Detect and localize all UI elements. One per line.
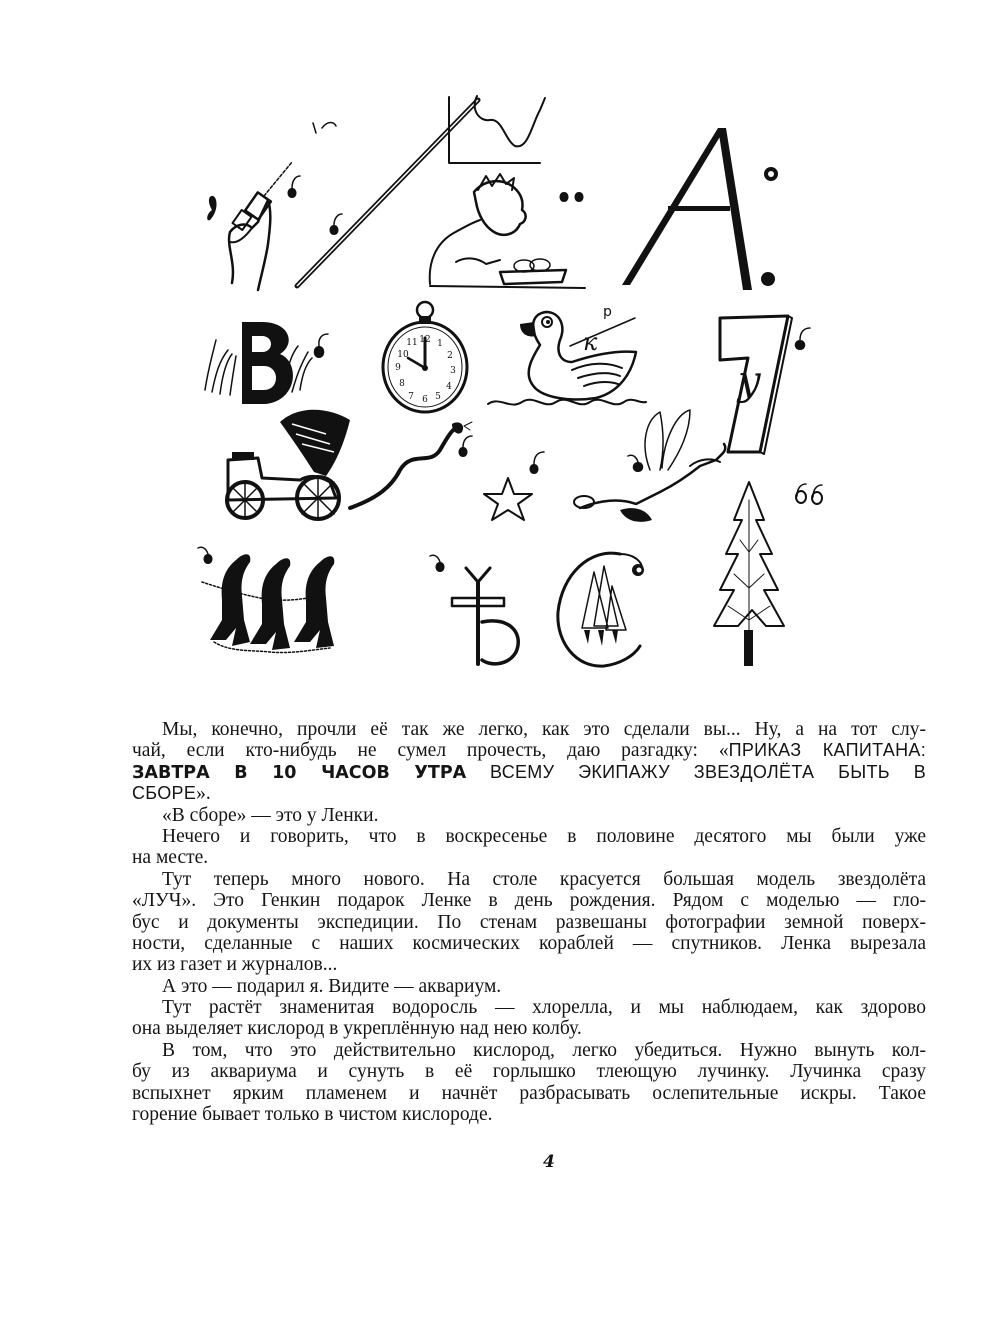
watch-dial-4: 4 — [446, 382, 452, 392]
flying-figure-icon — [574, 410, 725, 522]
text-run: Нечего и говорить, что в воскресенье в половине десятого мы были уже — [162, 825, 926, 847]
text-line-17 — [132, 1061, 926, 1082]
order-text-run: ПРИКАЗ КАПИТАНА: — [728, 740, 926, 761]
letter-v-in-grass-icon — [205, 322, 328, 404]
text-line-5 — [132, 805, 926, 826]
watch-dial-8: 8 — [399, 379, 405, 389]
pocket-watch-icon — [383, 302, 467, 412]
boy-eating-icon — [430, 174, 585, 288]
text-run: Мы, конечно, прочли её так же легко, как это сделали вы... Ну, а на тот слу- — [162, 719, 926, 740]
watch-dial-1: 1 — [437, 339, 443, 349]
text-line-11 — [132, 933, 926, 954]
watch-dial-9: 9 — [395, 363, 401, 373]
watch-dial-7: 7 — [408, 392, 414, 402]
text-line-10 — [132, 912, 926, 933]
watch-dial-12: 12 — [419, 335, 431, 345]
text-line-15 — [132, 1018, 926, 1039]
text-run: Тут теперь много нового. На столе красуется большая модель звездолёта — [162, 868, 926, 890]
text-run: бу из аквариума и сунуть в её горлышко тлеющую лучинку. Лучинка сразу — [132, 1061, 926, 1083]
watch-dial-10: 10 — [397, 350, 409, 360]
watch-dial-3: 3 — [450, 366, 456, 376]
spruce-tree-icon — [714, 482, 784, 666]
text-line-19 — [132, 1104, 926, 1125]
text-run: А это — подарил я. Видите — аквариум. — [162, 975, 502, 997]
text-run: горение бывает только в чистом кислороде. — [132, 1104, 493, 1126]
watch-dial-2: 2 — [447, 351, 453, 361]
text-run: вспыхнет ярким пламенем и начнёт разбрасывать ослепительные искры. Такое — [132, 1082, 926, 1104]
text-run: она выделяет кислород в укреплённую над нею колбу. — [132, 1018, 582, 1040]
star-icon — [484, 452, 544, 520]
text-line-14 — [132, 997, 926, 1018]
letter-a-icon — [622, 128, 778, 290]
text-line-7 — [132, 847, 926, 868]
text-run: ности, сделанные с наших космических кораблей — спутников. Ленка вырезала — [132, 932, 926, 954]
pointer-stick-icon — [297, 96, 545, 286]
text-run: бус и документы экспедиции. По стенам развешаны фотографии земной поверх- — [132, 911, 926, 933]
text-run: на месте. — [132, 847, 209, 869]
text-line-2 — [132, 740, 926, 761]
text-line-8 — [132, 869, 926, 890]
order-bold-run: ЗАВТРА В 10 ЧАСОВ УТРА — [132, 762, 467, 783]
three-chained-figures-icon — [198, 547, 334, 652]
text-run: В том, что это действительно кислород, легко убедиться. Нужно вынуть кол- — [162, 1039, 926, 1061]
text-line-9 — [132, 890, 926, 911]
text-run: их из газет и журналов... — [132, 954, 338, 976]
duck-letter-k: к — [583, 328, 598, 356]
text-line-6 — [132, 826, 926, 847]
text-run: «ЛУЧ». Это Генкин подарок Ленке в день рождения. Рядом с моделью — гло- — [132, 890, 926, 912]
text-line-18 — [132, 1083, 926, 1104]
letter-yat-icon — [430, 555, 518, 664]
letter-s-with-forest-icon — [558, 553, 644, 666]
snake-icon — [350, 422, 472, 508]
watch-dial-11: 11 — [406, 338, 418, 348]
old-car-icon — [227, 410, 350, 519]
hand-with-syringe-icon — [207, 162, 300, 290]
order-text-run: ВСЕМУ ЭКИПАЖУ ЗВЕЗДОЛЁТА БЫТЬ В — [466, 761, 927, 782]
body-text — [132, 719, 926, 1125]
text-run: Тут растёт знаменитая водоросль — хлорелла, и мы наблюдаем, как здорово — [162, 997, 926, 1019]
text-run: «В сборе» — это у Ленки. — [162, 804, 379, 826]
text-line-1 — [132, 719, 926, 740]
watch-dial-5: 5 — [435, 392, 441, 402]
duck-with-letters-icon — [488, 304, 646, 405]
text-line-12 — [132, 954, 926, 975]
watch-dial-6: 6 — [422, 395, 428, 405]
text-run: чай, если кто-нибудь не сумел прочесть, даю разгадку: « — [132, 740, 729, 762]
text-line-16 — [132, 1040, 926, 1061]
text-line-4 — [132, 783, 926, 804]
text-line-13 — [132, 976, 926, 997]
text-line-3 — [132, 762, 926, 783]
seven-inner-letter: у — [738, 358, 762, 404]
double-marks-icon — [796, 484, 822, 504]
order-text-run: СБОРЕ — [132, 783, 197, 804]
page-number: 4 — [543, 1152, 555, 1172]
number-seven-with-u-icon — [720, 316, 810, 454]
text-run: ». — [196, 783, 211, 805]
duck-letter-r: р — [603, 304, 612, 320]
